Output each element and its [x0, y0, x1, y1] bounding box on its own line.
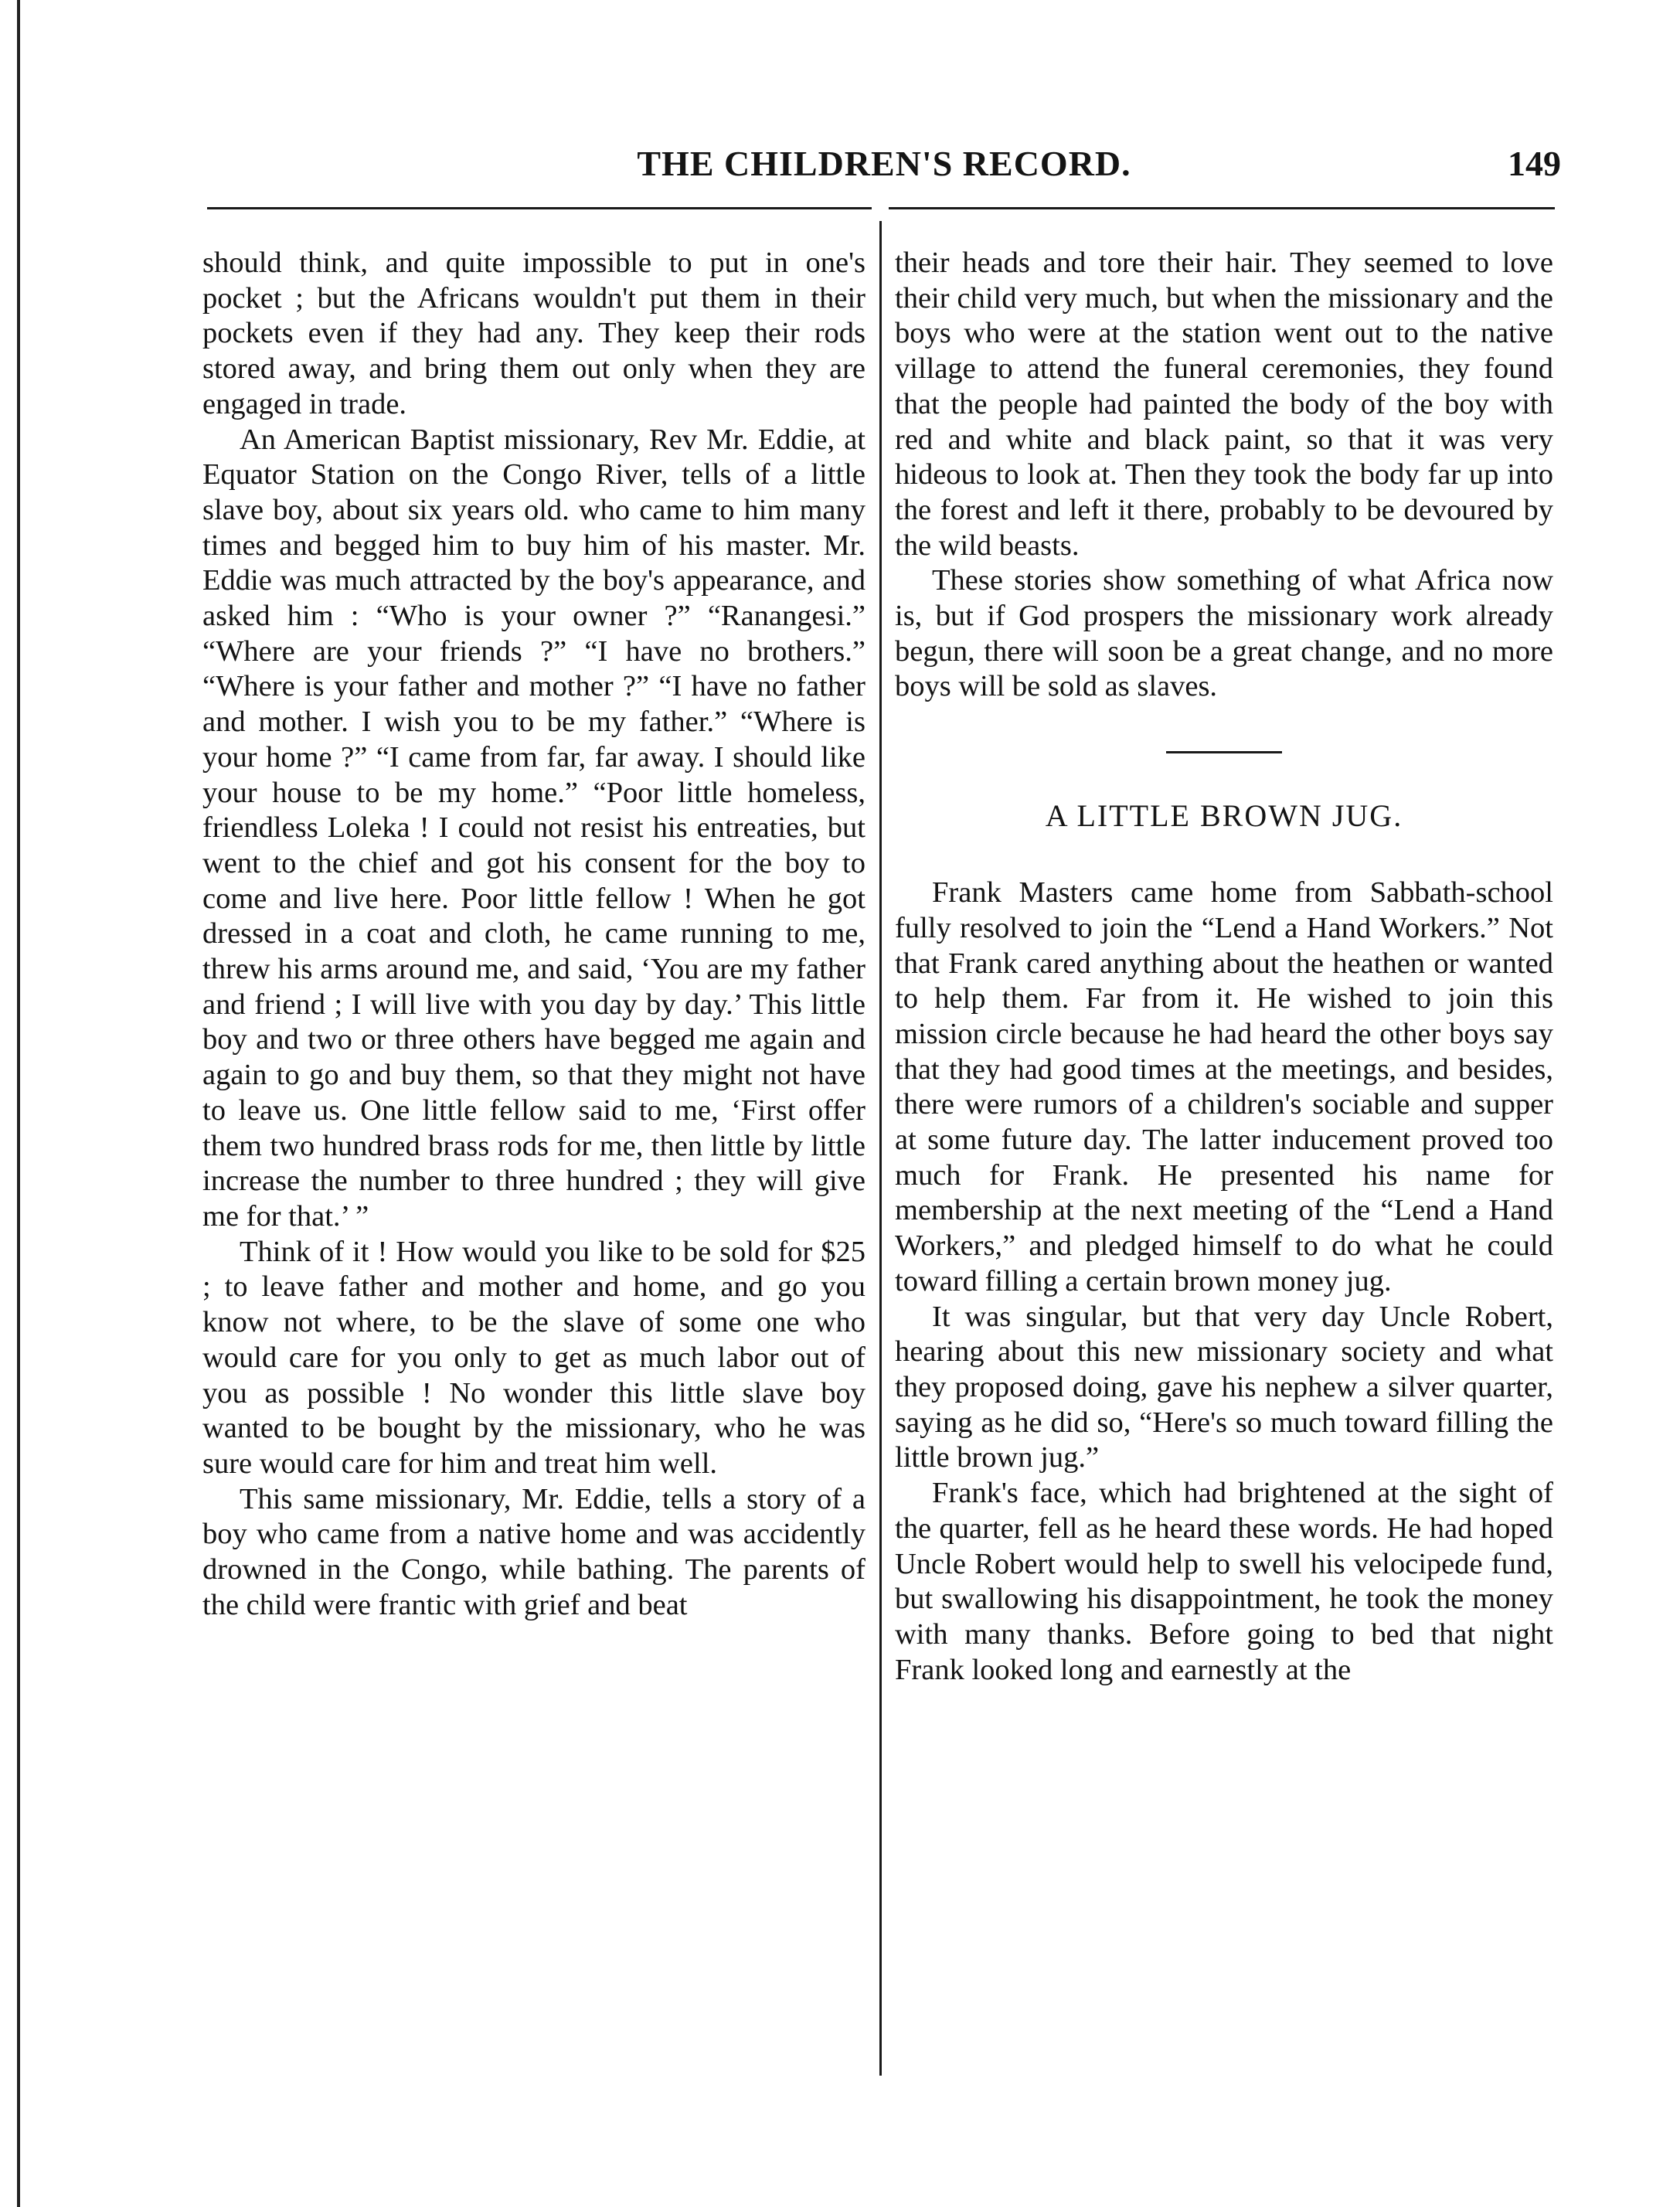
- right-column: [895, 246, 1553, 1688]
- paragraph: should think, and quite impossible to put in one's pocket ; but the Africans wouldn't put them in their pockets even if they had any. They keep their rods stored away, and bring them out only when they are engaged in trade.: [202, 247, 866, 420]
- paragraph: An American Baptist missionary, Rev Mr. Eddie, at Equator Station on the Congo River, tells of a little slave boy, about six years old. who came to him many times and begged him to buy him of his master. Mr. Eddie was much attracted by the boy's appearance, and asked him : “Who is your owner ?” “Ranangesi.” “Where are your friends ?” “I have no brothers.” “Where is your father and mother ?” “I have no father and mother. I wish you to be my father.” “Where is your home ?” “I came from far, far away. I should like your house to be my home.” “Poor little homeless, friendless Loleka ! I could not resist his entreaties, but went to the chief and got his consent for the boy to come and live here. Poor little fellow ! When he got dressed in a coat and cloth, he came running to me, threw his arms around me, and said, ‘You are my father and friend ; I will live with you day by day.’ This little boy and two or three others have begged me again and again to go and buy them, so that they might not have to leave us. One little fellow said to me, ‘First offer them two hundred brass rods for me, then little by little increase the number to three hundred ; they will give me for that.’ ”: [202, 423, 866, 1233]
- section-divider: [1166, 751, 1282, 753]
- left-column: [202, 246, 866, 1623]
- paragraph: Think of it ! How would you like to be sold for $25 ; to leave father and mother and home, and go you know not where, to be the slave of some one who would care for you only to get as much labor out of you as possible ! No wonder this little slave boy wanted to be bought by the missionary, who he was sure would care for him and treat him well.: [202, 1235, 866, 1480]
- paragraph: This same missionary, Mr. Eddie, tells a story of a boy who came from a native home and was accidently drowned in the Congo, while bathing. The parents of the child were frantic with grief and beat: [202, 1482, 866, 1621]
- paragraph: These stories show something of what Africa now is, but if God prospers the missionary work already begun, there will soon be a great change, and no more boys will be sold as slaves.: [895, 564, 1553, 703]
- paragraph: Frank's face, which had brightened at the sight of the quarter, fell as he heard these words. He had hoped Uncle Robert would help to swell his velocipede fund, but swallowing his disappointment, he took the money with many thanks. Before going to bed that night Frank looked long and earnestly at the: [895, 1477, 1553, 1686]
- paragraph: Frank Masters came home from Sabbath-school fully resolved to join the “Lend a Hand Workers.” Not that Frank cared anything about the heathen or wanted to help them. Far from it. He wished to join this mission circle because he had heard the other boys say that they had good times at the meetings, and besides, there were rumors of a children's sociable and supper at some future day. The latter inducement proved too much for Frank. He presented his name for membership at the next meeting of the “Lend a Hand Workers,” and pledged himself to do what he could toward filling a certain brown money jug.: [895, 876, 1553, 1297]
- binding-edge: [17, 0, 20, 2207]
- page-header: [207, 141, 1561, 187]
- column-divider: [879, 221, 882, 2076]
- section-title: A LITTLE BROWN JUG.: [1045, 798, 1403, 834]
- page-number: 149: [1508, 144, 1561, 183]
- header-rule-right: [889, 207, 1555, 209]
- header-rule-left: [207, 207, 872, 209]
- paragraph: their heads and tore their hair. They seemed to love their child very much, but when the missionary and the boys who were at the station went out to the native village to attend the funeral ceremonies, they found that the people had painted the body of the boy with red and white and black paint, so that it was very hideous to look at. Then they took the body far up into the forest and left it there, probably to be devoured by the wild beasts.: [895, 247, 1553, 562]
- paragraph: It was singular, but that very day Uncle Robert, hearing about this new missionary society and what they proposed doing, gave his nephew a silver quarter, saying as he did so, “Here's so much toward filling the little brown jug.”: [895, 1300, 1553, 1474]
- running-title: THE CHILDREN'S RECORD.: [637, 144, 1131, 183]
